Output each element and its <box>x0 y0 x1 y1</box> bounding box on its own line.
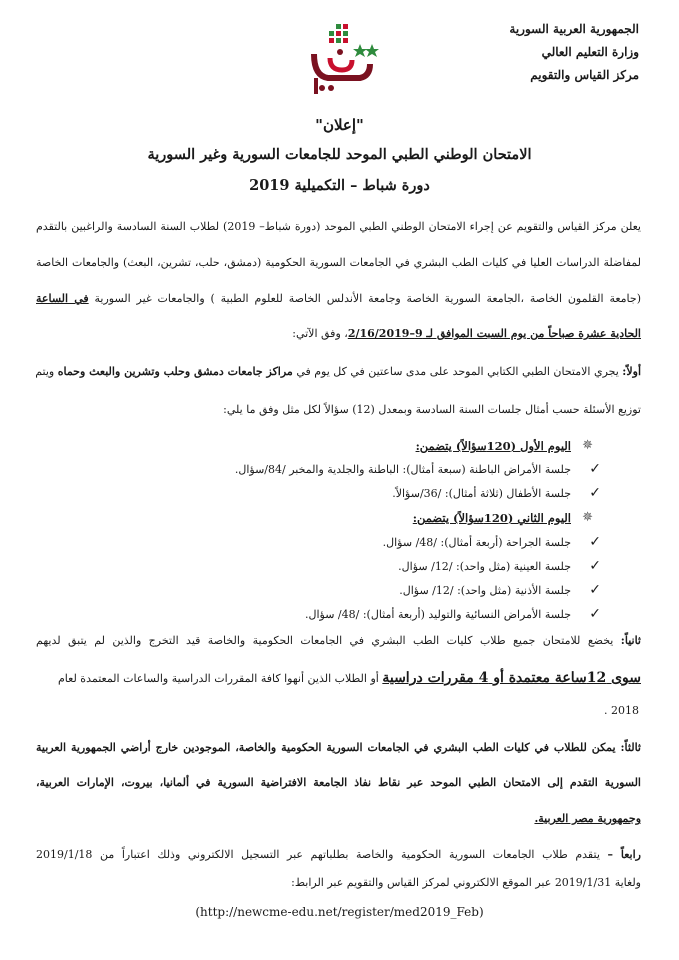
third-line-3: وجمهورية مصر العربية. <box>534 812 641 825</box>
intro-line-4 <box>36 327 641 340</box>
second-label: ثانياً: <box>620 634 641 647</box>
checkmark-icon: ✓ <box>589 558 601 574</box>
second-line-2 <box>36 670 641 686</box>
intro-line-3-text: (جامعة القلمون الخاصة ،الجامعة السورية الخاصة وجامعة الأندلس الخاصة للعلوم الطبية ) والجامعات غير السورية <box>88 292 641 305</box>
center-logo-icon <box>300 14 380 100</box>
first-label: أولاً: <box>622 365 641 378</box>
first-line-2: توزيع الأسئلة حسب أمثال جلسات السنة السادسة وبمعدل (12) سؤالاً لكل مثل وفق ما يلي: <box>223 403 641 416</box>
intro-line-2: لمفاضلة الدراسات العليا في كليات الطب البشري في الجامعات السورية الحكومية (دمشق، حلب، تشرين، البعث) والجامعات الخاصة <box>36 256 641 269</box>
registration-link[interactable]: (http://newcme-edu.net/register/med2019_Feb) <box>195 905 484 919</box>
day2-item-4-text: جلسة الأمراض النسائية والتوليد (أربعة أمثال): /48/ سؤال. <box>304 608 571 621</box>
credit-hours-emphasis: سوى 12ساعة معتمدة أو 4 مقررات دراسية <box>382 670 641 686</box>
second-text-2: أو الطلاب الذين أنهوا كافة المقررات الدراسية والساعات المعتمدة لعام <box>57 672 383 685</box>
day2-item-2 <box>398 558 601 574</box>
fourth-line-2: ولغاية 2019/1/31 عبر الموقع الالكتروني لمركز القياس والتقويم عبر الرابط: <box>291 876 641 889</box>
intro-line-1: يعلن مركز القياس والتقويم عن إجراء الامتحان الوطني الطبي الموحد (دورة شباط– 2019) لطلاب السنة السادسة والراغبين بالتقدم <box>36 220 641 233</box>
session-title: دورة شباط – التكميلية 2019 <box>249 177 430 194</box>
third-line-2: السورية التقدم إلى الامتحان الطبي الموحد عبر نقاط نفاذ الجامعة الافتراضية السورية في ألمانيا، بيروت، الإمارات العربية، <box>36 776 641 789</box>
ministry-name: وزارة التعليم العالي <box>541 45 639 59</box>
asterisk-icon: ✵ <box>582 510 593 525</box>
day2-title <box>412 510 593 525</box>
fourth-label: رابعاً – <box>607 848 641 861</box>
day1-title <box>415 438 593 453</box>
exam-title: الامتحان الوطني الطبي الموحد للجامعات السورية وغير السورية <box>147 146 532 163</box>
ministry-header <box>439 18 639 87</box>
day1-item-1 <box>234 461 601 477</box>
first-line-1 <box>36 365 641 378</box>
day2-item-4 <box>304 606 601 622</box>
fourth-line-1 <box>36 848 641 861</box>
day2-item-1-text: جلسة الجراحة (أربعة أمثال): /48/ سؤال. <box>382 536 571 549</box>
checkmark-icon: ✓ <box>589 606 601 622</box>
day2-item-2-text: جلسة العينية (مثل واحد): /12/ سؤال. <box>398 560 571 573</box>
exam-time-emphasis: في الساعة <box>36 292 89 305</box>
third-line-1: ثالثاً: يمكن للطلاب في كليات الطب البشري في الجامعات السورية الحكومية والخاصة، الموجودين خارج أراضي الجمهورية العربية <box>36 741 641 754</box>
second-text: يخضع للامتحان جميع طلاب كليات الطب البشري في الجامعات الحكومية والخاصة قيد التخرج والذين لم يتبق لديهم <box>36 634 621 647</box>
checkmark-icon: ✓ <box>589 534 601 550</box>
day2-item-3 <box>399 582 601 598</box>
first-text-end: ويتم <box>35 365 58 378</box>
exam-centers: مراكز جامعات دمشق وحلب وتشرين والبعث وحماه <box>57 365 293 378</box>
day2-item-1 <box>382 534 601 550</box>
checkmark-icon: ✓ <box>589 485 601 501</box>
intro-line-4-text: ، وفق الآتي: <box>292 327 348 340</box>
center-name: مركز القياس والتقويم <box>530 68 639 82</box>
day1-title-text: اليوم الأول (120سؤالاً) يتضمن: <box>415 439 571 453</box>
day1-item-2 <box>392 485 601 501</box>
second-line-1 <box>36 634 641 647</box>
country-name: الجمهورية العربية السورية <box>509 22 639 36</box>
second-line-3: 2018 . <box>604 704 639 717</box>
day1-item-2-text: جلسة الأطفال (ثلاثة أمثال): /36/سؤالاً. <box>392 487 571 500</box>
checkmark-icon: ✓ <box>589 461 601 477</box>
day2-item-3-text: جلسة الأذنية (مثل واحد): /12/ سؤال. <box>399 584 571 597</box>
checkmark-icon: ✓ <box>589 582 601 598</box>
intro-line-3 <box>36 292 641 305</box>
day1-item-1-text: جلسة الأمراض الباطنة (سبعة أمثال): الباطنة والجلدية والمخبر /84/سؤال. <box>234 463 571 476</box>
asterisk-icon: ✵ <box>582 438 593 453</box>
exam-date-emphasis: الحادية عشرة صباحاً من يوم السبت الموافق لـ 9–2/16/2019 <box>347 327 641 340</box>
announcement-title: "إعلان" <box>315 116 364 134</box>
day2-title-text: اليوم الثاني (120سؤالاً) يتضمن: <box>412 511 571 525</box>
first-text: يجري الامتحان الطبي الكتابي الموحد على مدى ساعتين في كل يوم في <box>292 365 623 378</box>
fourth-text: يتقدم طلاب الجامعات السورية الحكومية والخاصة بطلباتهم عبر التسجيل الالكتروني وذلك اعتباراً من 2019/1/18 <box>36 848 608 861</box>
